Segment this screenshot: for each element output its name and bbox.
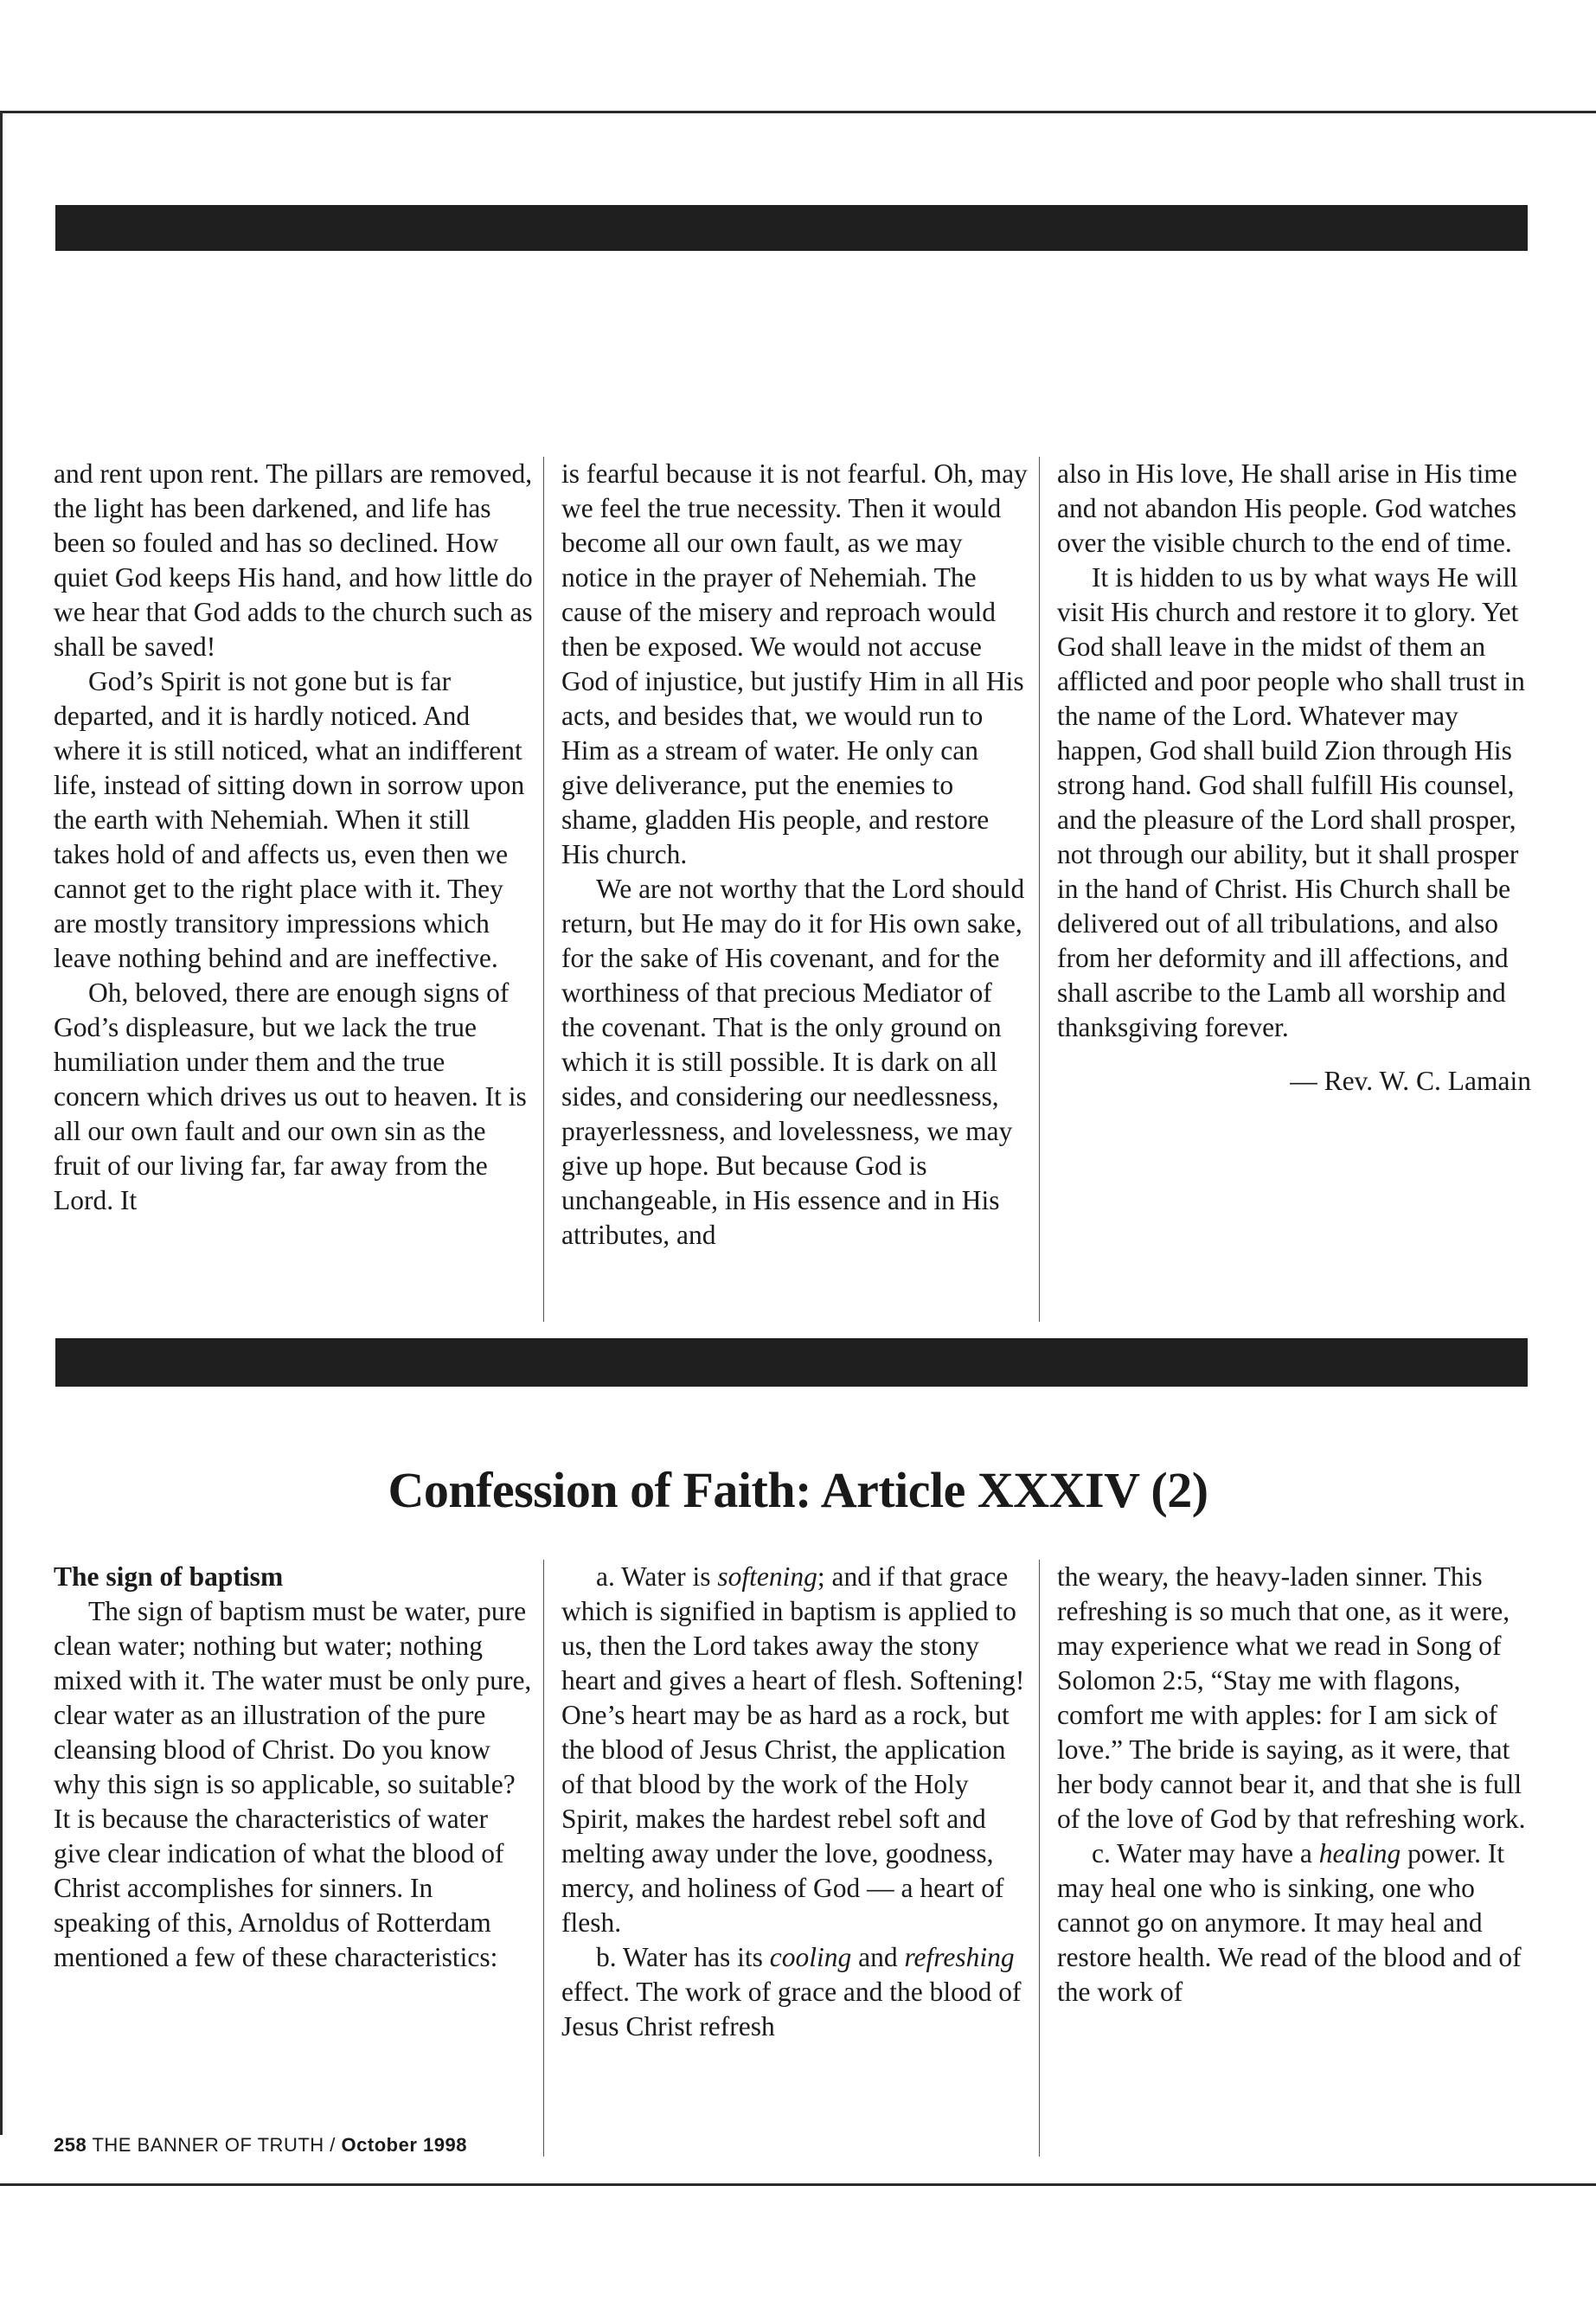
paragraph: God’s Spirit is not gone but is far departed, and it is hardly noticed. And where it is still noticed, what an indifferent life, instead of sitting down in sorrow upon the earth with Nehemiah. When it still takes hold of and affects us, even then we cannot get to the right place with it. They are mostly transitory impressions which leave nothing behind and are ineffective. <box>54 666 525 973</box>
text-run: c. Water may have a <box>1092 1838 1319 1868</box>
text-run: and <box>851 1942 905 1972</box>
left-edge-rule <box>0 111 3 2135</box>
bottom-article-column-1 <box>54 1560 543 2157</box>
emphasis-text: healing <box>1318 1838 1401 1868</box>
paragraph: also in His love, He shall arise in His time and not abandon His people. God watches over the visible church to the end of time. <box>1057 458 1517 558</box>
text-run: b. Water has its <box>596 1942 770 1972</box>
footer-separator: / <box>330 2134 336 2156</box>
top-article <box>54 457 1535 1322</box>
bottom-article-column-2 <box>543 1560 1039 2157</box>
paragraph: is fearful because it is not fearful. Oh, may we feel the true necessity. Then it would become all our own fault, as we may notice in the prayer of Nehemiah. The cause of the misery and reproach would then be exposed. We would not accuse God of injustice, but justify Him in all His acts, and besides that, we would run to Him as a stream of water. He only can give deliverance, put the enemies to shame, gladden His people, and restore His church. <box>561 458 1028 869</box>
bottom-article-column-3 <box>1039 1560 1535 2157</box>
top-article-column-2 <box>543 457 1039 1322</box>
paragraph: the weary, the heavy-laden sinner. This refreshing is so much that one, as it were, may experience what we read in Song of Solomon 2:5, “Stay me with flagons, comfort me with apples: for I am sick of love.” The bride is saying, as it were, that her body cannot bear it, and that she is full of the love of God by that refreshing work. <box>1057 1561 1526 1834</box>
paragraph <box>561 1560 1030 1940</box>
section-divider-bar <box>55 1338 1528 1387</box>
page-number: 258 <box>54 2134 87 2156</box>
article-title: Confession of Faith: Article XXXIV (2) <box>388 1461 1208 1518</box>
paragraph: Oh, beloved, there are enough signs of God’s displeasure, but we lack the true humiliation under them and the true concern which drives us out to heaven. It is all our own fault and our own sin as the fruit of our living far, far away from the Lord. It <box>54 977 527 1215</box>
paragraph <box>561 1940 1030 2044</box>
bottom-rule <box>0 2183 1596 2186</box>
emphasis-text: cooling <box>769 1942 852 1972</box>
top-rule <box>0 111 1596 113</box>
paragraph: It is hidden to us by what ways He will visit His church and restore it to glory. Yet God shall leave in the midst of them an afflicted and poor people who shall trust in the name of the Lord. Whatever may happen, God shall build Zion through His strong hand. God shall fulfill His counsel, and the pleasure of the Lord shall prosper, not through our ability, but it shall prosper in the hand of Christ. His Church shall be delivered out of all tribulations, and also from her deformity and ill affections, and shall ascribe to the Lamb all worship and thanksgiving forever. <box>1057 562 1525 1042</box>
top-article-column-3 <box>1039 457 1535 1322</box>
section-subheading: The sign of baptism <box>54 1561 284 1592</box>
text-run: a. Water is <box>596 1561 718 1592</box>
text-run: ; and if that grace which is signified in baptism is applied to us, then the Lord takes away the stony heart and gives a heart of flesh. Softening! One’s heart may be as hard as a rock, but the blood of Jesus Christ, the application of that blood by the work of the Holy Spirit, makes the hardest rebel soft and melting away under the love, goodness, mercy, and holiness of God — a heart of flesh. <box>561 1561 1025 1938</box>
text-run: effect. The work of grace and the blood of Jesus Christ refresh <box>561 1977 1022 2041</box>
emphasis-text: refreshing <box>904 1942 1015 1972</box>
paragraph: and rent upon rent. The pillars are removed, the light has been darkened, and life has been so fouled and has so declined. How quiet God keeps His hand, and how little do we hear that God adds to the church such as shall be saved! <box>54 458 533 662</box>
paragraph: We are not worthy that the Lord should return, but He may do it for His own sake, for the sake of His covenant, and for the worthiness of that precious Mediator of the covenant. That is the only ground on which it is still possible. It is dark on all sides, and considering our needlessness, prayerlessness, and lovelessness, we may give up hope. But because God is unchangeable, in His essence and in His attributes, and <box>561 874 1025 1250</box>
top-article-column-1 <box>54 457 543 1322</box>
paragraph <box>1057 1836 1535 2009</box>
author-signature: — Rev. W. C. Lamain <box>1290 1066 1531 1096</box>
text-run: power. It may heal one who is sinking, one who cannot go on anymore. It may heal and restore health. We read of the blood and of the work of <box>1057 1838 1522 2007</box>
paragraph: The sign of baptism must be water, pure clean water; nothing but water; nothing mixed with it. The water must be only pure, clear water as an illustration of the pure cleansing blood of Christ. Do you know why this sign is so applicable, so suitable? It is because the characteristics of water give clear indication of what the blood of Christ accomplishes for sinners. In speaking of this, Arnoldus of Rotterdam mentioned a few of these characteristics: <box>54 1596 532 1972</box>
header-bar <box>55 205 1528 251</box>
publication-name: THE BANNER OF TRUTH <box>92 2134 324 2156</box>
bottom-article <box>54 1560 1535 2157</box>
emphasis-text: softening <box>717 1561 817 1592</box>
issue-date: October 1998 <box>341 2134 467 2156</box>
page-footer <box>54 2134 467 2157</box>
